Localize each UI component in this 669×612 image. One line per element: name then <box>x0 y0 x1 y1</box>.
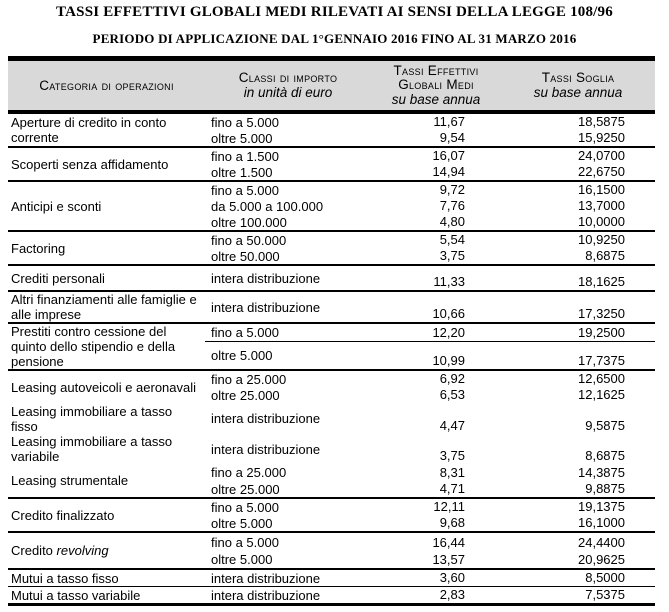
soglia-cell: 8,5000 <box>585 570 625 585</box>
column-header-categoria <box>8 59 205 113</box>
tegm-cell: 14,94 <box>432 164 465 179</box>
page-title: TASSI EFFETTIVI GLOBALI MEDI RILEVATI AI SENSI DELLA LEGGE 108/96 <box>56 4 613 20</box>
table-row <box>8 464 655 481</box>
importo-cell: fino a 5.000 <box>205 323 371 341</box>
soglia-cell: 14,3875 <box>578 465 625 480</box>
soglia-cell: 16,1000 <box>578 515 625 530</box>
soglia-cell: 17,3250 <box>578 306 625 321</box>
table-row <box>8 532 655 551</box>
importo-cell: oltre 50.000 <box>211 248 280 264</box>
category-cell: Mutui a tasso variabile <box>11 587 141 603</box>
importo-cell: fino a 25.000 <box>211 465 287 480</box>
soglia-cell: 8,6875 <box>585 448 625 463</box>
table-row <box>8 370 655 387</box>
tegm-cell: 11,67 <box>433 114 465 129</box>
importo-cell: intera distribuzione <box>211 411 321 426</box>
importo-cell: intera distribuzione <box>211 299 321 315</box>
header-row <box>8 59 655 113</box>
tegm-cell: 9,72 <box>439 182 465 197</box>
tegm-cell: 12,11 <box>433 499 465 514</box>
header-label: Globali Medi <box>398 77 474 92</box>
soglia-cell: 19,2500 <box>501 323 655 341</box>
tegm-cell: 13,57 <box>432 552 465 567</box>
table-row <box>8 291 655 323</box>
tegm-cell: 9,68 <box>439 515 465 530</box>
soglia-cell: 20,9625 <box>578 552 625 567</box>
tegm-cell: 5,54 <box>439 232 465 247</box>
tegm-cell: 9,54 <box>439 130 465 145</box>
tegm-cell: 6,53 <box>439 387 465 402</box>
importo-cell: oltre 5.000 <box>211 552 273 567</box>
tegm-cell: 3,60 <box>439 570 465 585</box>
importo-cell: oltre 25.000 <box>211 481 280 497</box>
header-label: Tassi Soglia <box>541 70 615 85</box>
category-cell <box>8 532 205 569</box>
importo-cell: fino a 25.000 <box>211 371 287 387</box>
importo-cell: intera distribuzione <box>211 587 321 603</box>
soglia-cell: 9,8875 <box>585 481 625 496</box>
tegm-cell: 4,71 <box>439 481 465 496</box>
table-row <box>8 231 655 248</box>
table-row <box>8 112 655 130</box>
tegm-cell: 16,07 <box>432 148 465 163</box>
table-row <box>8 587 655 605</box>
soglia-cell: 16,1500 <box>578 182 625 197</box>
tegm-cell: 11,33 <box>433 274 465 289</box>
column-header-tegm <box>371 59 501 113</box>
soglia-cell: 13,7000 <box>578 198 625 213</box>
header-sublabel: su base annua <box>533 85 623 100</box>
header-label: Categoria di operazioni <box>39 77 174 93</box>
category-label: Credito <box>11 543 57 558</box>
table-row <box>8 434 655 464</box>
tegm-cell: 3,75 <box>439 448 465 463</box>
soglia-cell: 24,0700 <box>578 148 625 163</box>
importo-cell: oltre 5.000 <box>211 515 273 531</box>
page-subtitle: PERIODO DI APPLICAZIONE DAL 1°GENNAIO 2016 FINO AL 31 MARZO 2016 <box>92 31 577 46</box>
tegm-cell: 10,99 <box>432 353 465 368</box>
header-label: Tassi Effettivi <box>393 63 479 78</box>
column-header-classi-importo <box>205 59 371 113</box>
tegm-cell: 4,47 <box>439 418 465 433</box>
column-header-tassi-soglia <box>501 59 655 113</box>
importo-cell: fino a 1.500 <box>211 148 279 164</box>
soglia-cell: 18,5875 <box>578 114 625 129</box>
importo-cell: fino a 5.000 <box>211 182 279 198</box>
importo-cell: oltre 25.000 <box>211 387 280 403</box>
category-cell: Altri finanziamenti alle famiglie e alle imprese <box>11 292 197 322</box>
importo-cell: intera distribuzione <box>211 441 321 457</box>
tegm-cell: 4,80 <box>439 214 465 229</box>
table-row <box>8 569 655 587</box>
category-cell: Crediti personali <box>11 270 105 286</box>
importo-cell: fino a 5.000 <box>211 534 279 550</box>
importo-cell: fino a 50.000 <box>211 232 287 248</box>
tegm-cell: 3,75 <box>439 248 465 263</box>
importo-cell: fino a 5.000 <box>211 114 279 130</box>
rates-table <box>8 56 655 606</box>
header-sublabel: in unità di euro <box>243 85 333 100</box>
importo-cell: intera distribuzione <box>211 570 321 586</box>
category-cell: Mutui a tasso fisso <box>11 570 119 586</box>
header-label: Classi di importo <box>238 70 338 85</box>
table-row <box>8 498 655 515</box>
category-cell: Credito finalizzato <box>11 507 115 523</box>
soglia-cell: 9,5875 <box>585 418 625 433</box>
category-cell: Leasing strumentale <box>11 473 129 488</box>
soglia-cell: 12,6500 <box>578 371 625 386</box>
category-cell: Leasing autoveicoli e aeronavali <box>11 379 197 395</box>
tegm-cell: 6,92 <box>439 371 465 386</box>
soglia-cell: 12,1625 <box>578 387 625 402</box>
soglia-cell: 8,6875 <box>585 248 625 263</box>
tegm-cell: 8,31 <box>439 465 465 480</box>
soglia-cell: 15,9250 <box>578 130 625 145</box>
table-header <box>8 59 655 113</box>
soglia-cell: 17,7375 <box>578 353 625 368</box>
soglia-cell: 18,1625 <box>578 274 625 289</box>
soglia-cell: 7,5375 <box>585 587 625 602</box>
table-row <box>8 323 655 341</box>
importo-cell: fino a 5.000 <box>211 499 279 515</box>
table-row <box>8 147 655 164</box>
category-cell: Leasing immobiliare a tasso fisso <box>11 403 173 434</box>
importo-cell: oltre 100.000 <box>211 214 287 230</box>
category-label-italic: revolving <box>56 543 109 558</box>
tegm-cell: 2,83 <box>439 587 465 602</box>
table-row <box>8 403 655 434</box>
category-cell: Scoperti senza affidamento <box>11 156 169 172</box>
header-sublabel: su base annua <box>391 92 481 107</box>
importo-cell: da 5.000 a 100.000 <box>211 198 324 214</box>
tegm-cell: 7,76 <box>439 198 465 213</box>
category-cell: Anticipi e sconti <box>11 198 102 214</box>
soglia-cell: 22,6750 <box>578 164 625 179</box>
soglia-cell: 24,4400 <box>578 535 625 550</box>
importo-cell: intera distribuzione <box>211 270 321 286</box>
category-cell: Prestiti contro cessione del quinto dello stipendio e della pensione <box>11 324 176 369</box>
tegm-cell: 12,20 <box>371 323 501 341</box>
tegm-cell: 16,44 <box>432 535 465 550</box>
category-cell: Leasing immobiliare a tasso variabile <box>11 434 173 464</box>
table-row <box>8 265 655 291</box>
category-cell: Factoring <box>11 240 66 256</box>
soglia-cell: 19,1375 <box>578 499 625 514</box>
table-row <box>8 181 655 198</box>
importo-cell: oltre 1.500 <box>211 164 273 180</box>
soglia-cell: 10,9250 <box>578 232 625 247</box>
category-cell: Aperture di credito in conto corrente <box>11 115 167 145</box>
importo-cell: oltre 5.000 <box>211 347 273 363</box>
tegm-cell: 10,66 <box>432 306 465 321</box>
soglia-cell: 10,0000 <box>578 214 625 229</box>
importo-cell: oltre 5.000 <box>211 130 273 146</box>
